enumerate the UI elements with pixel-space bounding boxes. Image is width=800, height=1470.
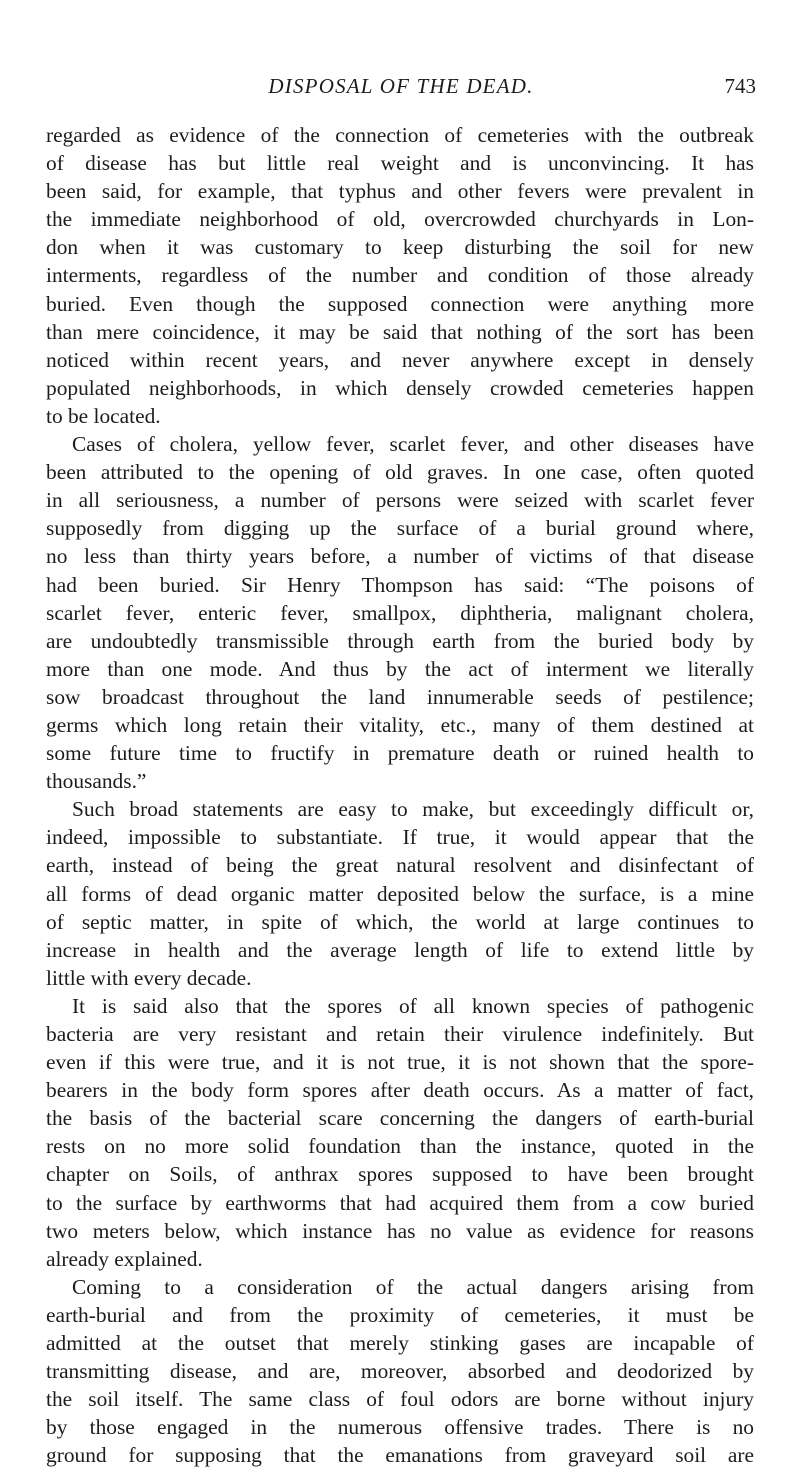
body-text — [46, 121, 754, 1470]
text-line: even if this were true, and it is not true, it is not shown that the spore- — [46, 1050, 754, 1075]
text-line: thousands.” — [46, 769, 147, 794]
text-line: indeed, impossible to substantiate. If true, it would appear that the — [46, 825, 754, 850]
text-line: been said, for example, that typhus and other fevers were prevalent in — [46, 179, 754, 204]
text-line: to the surface by earthworms that had acquired them from a cow buried — [46, 1190, 754, 1215]
text-line: all forms of dead organic matter deposited below the surface, is a mine — [46, 881, 754, 906]
text-line: the immediate neighborhood of old, overcrowded churchyards in Lon- — [46, 207, 754, 232]
text-line: no less than thirty years before, a number of victims of that disease — [46, 544, 754, 569]
text-line: already explained. — [46, 1246, 203, 1271]
text-line: some future time to fructify in premature death or ruined health to — [46, 741, 754, 766]
text-line: noticed within recent years, and never anywhere except in densely — [46, 347, 754, 372]
text-line: populated neighborhoods, in which densely crowded cemeteries happen — [46, 375, 754, 400]
text-line: buried. Even though the supposed connection were anything more — [46, 291, 754, 316]
text-line: the basis of the bacterial scare concerning the dangers of earth-burial — [46, 1106, 754, 1131]
running-title: DISPOSAL OF THE DEAD. — [268, 74, 534, 98]
text-line: interments, regardless of the number and condition of those already — [46, 263, 754, 288]
text-line: ground for supposing that the emanations from graveyard soil are — [46, 1443, 754, 1468]
text-line: scarlet fever, enteric fever, smallpox, diphtheria, malignant cholera, — [46, 600, 754, 625]
text-line: Coming to a consideration of the actual dangers arising from — [72, 1274, 754, 1299]
text-line: Cases of cholera, yellow fever, scarlet fever, and other diseases have — [72, 432, 754, 457]
text-line: than mere coincidence, it may be said that nothing of the sort has been — [46, 319, 754, 344]
text-line: sow broadcast throughout the land innumerable seeds of pestilence; — [46, 684, 754, 709]
page-number: 743 — [724, 74, 756, 98]
text-line: in all seriousness, a number of persons were seized with scarlet fever — [46, 488, 754, 513]
text-line: regarded as evidence of the connection of cemeteries with the outbreak — [46, 123, 754, 147]
text-line: little with every decade. — [46, 965, 252, 990]
text-line: are undoubtedly transmissible through earth from the buried body by — [46, 628, 754, 653]
text-line: of disease has but little real weight and is unconvincing. It has — [46, 151, 754, 176]
text-line: by those engaged in the numerous offensive trades. There is no — [46, 1415, 754, 1440]
text-line: the soil itself. The same class of foul odors are borne without injury — [46, 1387, 754, 1412]
text-line: chapter on Soils, of anthrax spores supposed to have been brought — [46, 1162, 754, 1187]
text-line: bacteria are very resistant and retain their virulence indefinitely. But — [46, 1022, 754, 1046]
page-header — [46, 74, 756, 104]
text-line: It is said also that the spores of all known species of pathogenic — [72, 993, 754, 1018]
text-line: two meters below, which instance has no value as evidence for reasons — [46, 1218, 754, 1243]
text-line: to be located. — [46, 403, 161, 428]
text-line: bearers in the body form spores after death occurs. As a matter of fact, — [46, 1078, 754, 1103]
text-line: been attributed to the opening of old graves. In one case, often quoted — [46, 460, 754, 485]
text-line: germs which long retain their vitality, etc., many of them destined at — [46, 712, 754, 737]
text-line: supposedly from digging up the surface of a burial ground where, — [46, 516, 754, 541]
text-line: had been buried. Sir Henry Thompson has said: “The poisons of — [46, 572, 754, 597]
text-line: don when it was customary to keep disturbing the soil for new — [46, 235, 754, 260]
text-line: Such broad statements are easy to make, but exceedingly difficult or, — [72, 797, 754, 822]
text-line: more than one mode. And thus by the act of interment we literally — [46, 656, 754, 681]
text-line: admitted at the outset that merely stinking gases are incapable of — [46, 1331, 754, 1356]
text-line: earth, instead of being the great natural resolvent and disinfectant of — [46, 853, 754, 878]
text-line: transmitting disease, and are, moreover, absorbed and deodorized by — [46, 1359, 754, 1384]
text-line: of septic matter, in spite of which, the world at large continues to — [46, 909, 754, 934]
text-line: rests on no more solid foundation than the instance, quoted in the — [46, 1134, 754, 1159]
text-line: increase in health and the average length of life to extend little by — [46, 937, 754, 962]
text-line: earth-burial and from the proximity of cemeteries, it must be — [46, 1302, 754, 1327]
